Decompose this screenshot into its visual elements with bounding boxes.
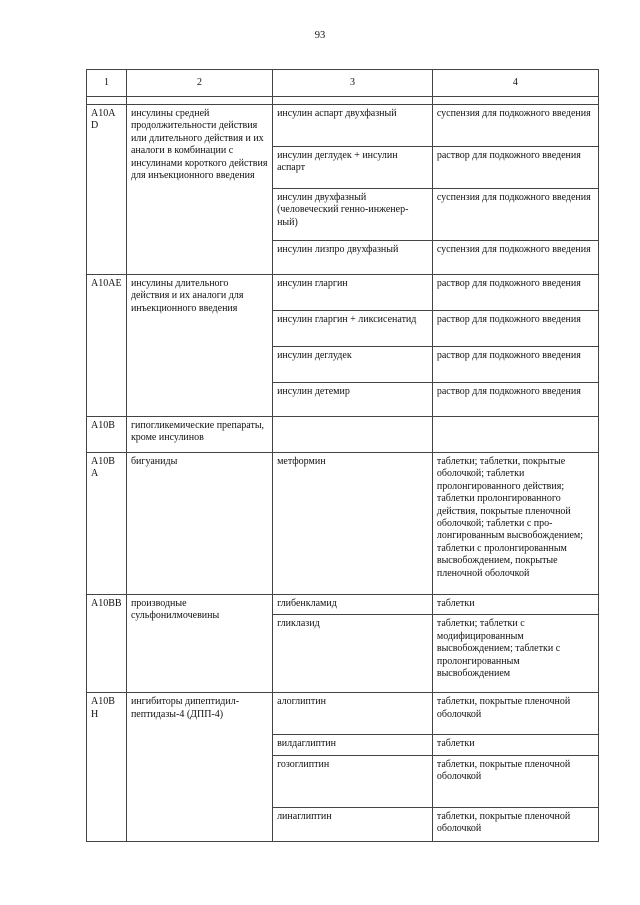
group-description-cell: бигуаниды [126,453,272,595]
drug-name-cell: метформин [273,453,433,595]
dosage-form-cell: раствор для подкожного введения [432,275,598,311]
dosage-form-cell: таблетки, покрытые пленочной оболочкой [432,693,598,735]
dosage-form-cell: суспензия для подкожного введения [432,105,598,147]
dosage-form-cell: таблетки [432,595,598,615]
table-row [87,595,599,615]
column-header: 1 [87,70,127,97]
column-header: 4 [432,70,598,97]
dosage-form-cell [432,417,598,453]
dosage-form-cell: раствор для подкожного введения [432,311,598,347]
drug-name-cell: алоглиптин [273,693,433,735]
group-description-cell: инсулины длительного действия и их аналоги для инъекционного введения [126,275,272,417]
table-row [87,105,599,147]
atc-code-cell: A10AD [87,105,127,275]
group-description-cell: ингибиторы дипептидил-пептидазы-4 (ДПП-4) [126,693,272,841]
drug-name-cell: инсулин деглудек [273,347,433,383]
atc-code-cell: A10BB [87,595,127,693]
drug-name-cell: инсулин деглудек + инсулин аспарт [273,147,433,189]
dosage-form-cell: таблетки [432,735,598,755]
drug-table [86,69,599,842]
table-header-row [87,70,599,97]
group-description-cell: гипогликемические препараты, кроме инсулинов [126,417,272,453]
group-description-cell: производные сульфонилмочевины [126,595,272,693]
drug-name-cell: линаглиптин [273,807,433,841]
dosage-form-cell: суспензия для подкожного введения [432,241,598,275]
dosage-form-cell: суспензия для подкожного введения [432,189,598,241]
column-header: 2 [126,70,272,97]
table-row [87,693,599,735]
dosage-form-cell: раствор для подкожного введения [432,147,598,189]
atc-code-cell: A10AE [87,275,127,417]
drug-name-cell: инсулин аспарт двухфазный [273,105,433,147]
dosage-form-cell: раствор для подкожного введения [432,347,598,383]
drug-name-cell: инсулин двухфазный (человеческий генно-инженер-ный) [273,189,433,241]
dosage-form-cell: таблетки; таблетки с модифицированным высвобождением; таблетки с пролонгированным высвобождением [432,615,598,693]
table-row [87,275,599,311]
atc-code-cell: A10B [87,417,127,453]
drug-name-cell: глибенкламид [273,595,433,615]
atc-code-cell: A10BH [87,693,127,841]
table-body [87,105,599,842]
group-description-cell: инсулины средней продолжительности действия или длительного действия и их аналоги в комбинации с инсулинами короткого действия для инъекционного введения [126,105,272,275]
dosage-form-cell: таблетки, покрытые пленочной оболочкой [432,755,598,807]
drug-name-cell: инсулин лизпро двухфазный [273,241,433,275]
table-row [87,453,599,595]
atc-code-cell: A10BA [87,453,127,595]
drug-name-cell [273,417,433,453]
column-header: 3 [273,70,433,97]
drug-name-cell: гликлазид [273,615,433,693]
drug-name-cell: инсулин гларгин [273,275,433,311]
page-number: 93 [314,30,326,41]
drug-name-cell: инсулин гларгин + ликсисенатид [273,311,433,347]
table-row [87,417,599,453]
dosage-form-cell: таблетки; таблетки, покрытые оболочкой; таблетки пролонгированного действия; таблетки пролонгированного действия, покрытые пленочной оболочкой; таблетки с про-лонгированным высвобождением; таблетки с пролонгированным высвобождением, покрытые пленочной оболочкой [432,453,598,595]
drug-name-cell: инсулин детемир [273,383,433,417]
dosage-form-cell: раствор для подкожного введения [432,383,598,417]
dosage-form-cell: таблетки, покрытые пленочной оболочкой [432,807,598,841]
drug-name-cell: вилдаглиптин [273,735,433,755]
drug-name-cell: гозоглиптин [273,755,433,807]
